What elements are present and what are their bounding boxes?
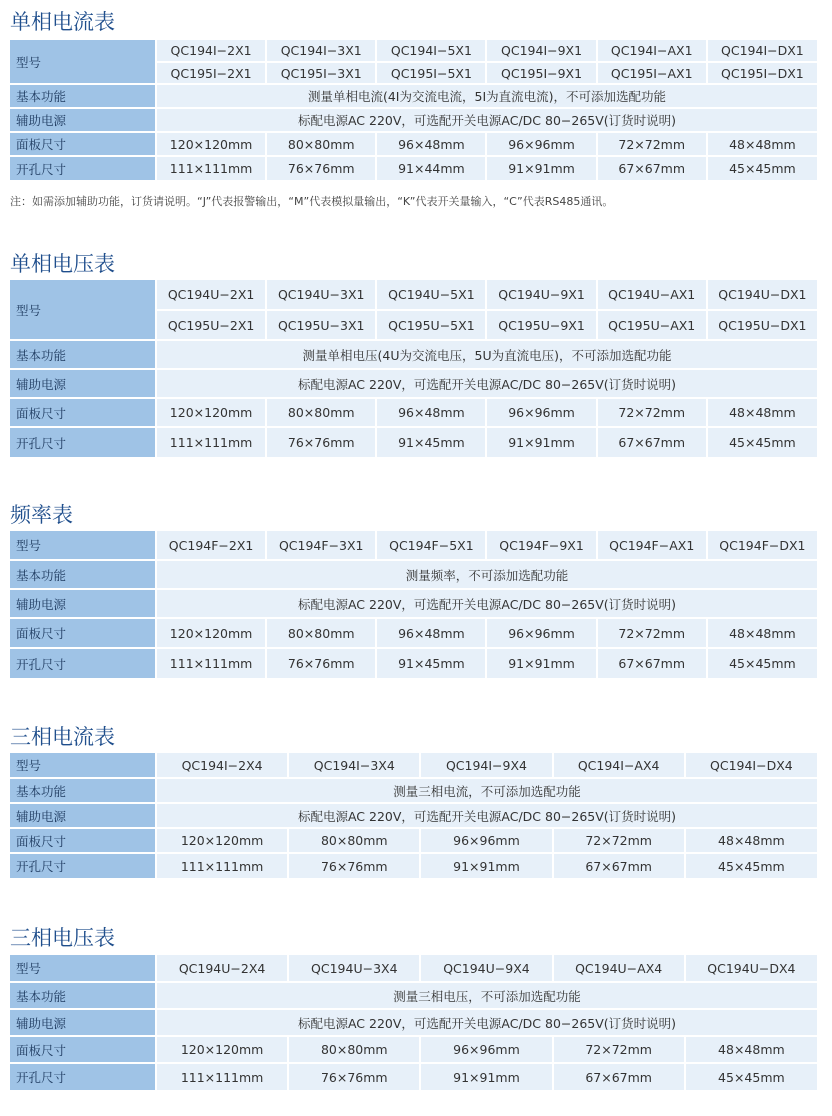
panel-size-cell: 80×80mm xyxy=(288,1036,420,1063)
cutout-size-cell: 111×111mm xyxy=(156,156,266,180)
model-cell: QC194F−5X1 xyxy=(376,531,486,560)
spec-table-three-phase-voltage xyxy=(10,955,817,1090)
function-text: 测量三相电压，不可添加选配功能 xyxy=(156,982,817,1009)
model-cell: QC194U−AX4 xyxy=(553,955,685,982)
model-cell: QC194U−DX4 xyxy=(685,955,817,982)
section-title: 单相电流表 xyxy=(10,10,115,34)
panel-size-cell: 80×80mm xyxy=(266,618,376,648)
model-cell: QC194I−AX4 xyxy=(553,753,685,778)
row-label: 面板尺寸 xyxy=(10,132,156,156)
panel-size-cell: 96×96mm xyxy=(486,132,596,156)
row-label: 辅助电源 xyxy=(10,369,156,398)
row-label: 型号 xyxy=(10,531,156,560)
model-cell: QC195I−9X1 xyxy=(486,62,596,84)
model-cell: QC194U−2X4 xyxy=(156,955,288,982)
model-cell: QC195U−9X1 xyxy=(486,310,596,340)
cutout-size-cell: 76×76mm xyxy=(288,853,420,878)
panel-size-cell: 48×48mm xyxy=(685,828,817,853)
spec-table-single-phase-voltage xyxy=(10,280,817,457)
row-label: 型号 xyxy=(10,280,156,340)
panel-size-cell: 80×80mm xyxy=(288,828,420,853)
row-label: 型号 xyxy=(10,955,156,982)
power-text: 标配电源AC 220V，可选配开关电源AC/DC 80−265V(订货时说明) xyxy=(156,1009,817,1036)
cutout-size-cell: 91×45mm xyxy=(376,427,486,457)
panel-size-cell: 48×48mm xyxy=(707,618,817,648)
cutout-size-cell: 76×76mm xyxy=(288,1063,420,1090)
panel-size-cell: 72×72mm xyxy=(553,1036,685,1063)
cutout-size-cell: 111×111mm xyxy=(156,853,288,878)
model-cell: QC194U−3X4 xyxy=(288,955,420,982)
model-cell: QC194I−DX4 xyxy=(685,753,817,778)
power-text: 标配电源AC 220V，可选配开关电源AC/DC 80−265V(订货时说明) xyxy=(156,369,817,398)
cutout-size-cell: 45×45mm xyxy=(707,156,817,180)
row-label: 面板尺寸 xyxy=(10,398,156,427)
row-label: 辅助电源 xyxy=(10,589,156,618)
cutout-size-cell: 111×111mm xyxy=(156,427,266,457)
row-label: 面板尺寸 xyxy=(10,618,156,648)
model-cell: QC194I−DX1 xyxy=(707,40,817,62)
panel-size-cell: 96×96mm xyxy=(420,1036,552,1063)
model-cell: QC194F−2X1 xyxy=(156,531,266,560)
section-title: 三相电压表 xyxy=(10,926,115,950)
model-cell: QC194F−3X1 xyxy=(266,531,376,560)
model-cell: QC194U−9X4 xyxy=(420,955,552,982)
power-text: 标配电源AC 220V，可选配开关电源AC/DC 80−265V(订货时说明) xyxy=(156,589,817,618)
model-cell: QC194U−3X1 xyxy=(266,280,376,310)
cutout-size-cell: 111×111mm xyxy=(156,648,266,678)
spec-table-single-phase-current xyxy=(10,40,817,180)
panel-size-cell: 96×48mm xyxy=(376,618,486,648)
row-label: 基本功能 xyxy=(10,778,156,803)
row-label: 基本功能 xyxy=(10,340,156,369)
cutout-size-cell: 45×45mm xyxy=(707,648,817,678)
spec-table-frequency xyxy=(10,531,817,678)
model-cell: QC194U−AX1 xyxy=(597,280,707,310)
row-label: 开孔尺寸 xyxy=(10,853,156,878)
model-cell: QC194I−9X1 xyxy=(486,40,596,62)
model-cell: QC195U−5X1 xyxy=(376,310,486,340)
cutout-size-cell: 91×91mm xyxy=(486,427,596,457)
model-cell: QC194I−3X4 xyxy=(288,753,420,778)
cutout-size-cell: 91×91mm xyxy=(420,1063,552,1090)
panel-size-cell: 96×96mm xyxy=(420,828,552,853)
power-text: 标配电源AC 220V，可选配开关电源AC/DC 80−265V(订货时说明) xyxy=(156,803,817,828)
row-label: 基本功能 xyxy=(10,84,156,108)
model-cell: QC195I−5X1 xyxy=(376,62,486,84)
row-label: 面板尺寸 xyxy=(10,828,156,853)
model-cell: QC194U−DX1 xyxy=(707,280,817,310)
cutout-size-cell: 45×45mm xyxy=(685,1063,817,1090)
panel-size-cell: 96×48mm xyxy=(376,398,486,427)
panel-size-cell: 120×120mm xyxy=(156,398,266,427)
function-text: 测量频率，不可添加选配功能 xyxy=(156,560,817,589)
function-text: 测量单相电流(4I为交流电流，5I为直流电流)，不可添加选配功能 xyxy=(156,84,817,108)
model-cell: QC194F−9X1 xyxy=(486,531,596,560)
panel-size-cell: 72×72mm xyxy=(553,828,685,853)
model-cell: QC194I−2X1 xyxy=(156,40,266,62)
power-text: 标配电源AC 220V，可选配开关电源AC/DC 80−265V(订货时说明) xyxy=(156,108,817,132)
row-label: 开孔尺寸 xyxy=(10,648,156,678)
row-label: 开孔尺寸 xyxy=(10,1063,156,1090)
section-title: 频率表 xyxy=(10,503,73,527)
model-cell: QC194I−2X4 xyxy=(156,753,288,778)
cutout-size-cell: 67×67mm xyxy=(597,648,707,678)
panel-size-cell: 48×48mm xyxy=(707,398,817,427)
cutout-size-cell: 111×111mm xyxy=(156,1063,288,1090)
panel-size-cell: 72×72mm xyxy=(597,132,707,156)
model-cell: QC195U−AX1 xyxy=(597,310,707,340)
cutout-size-cell: 45×45mm xyxy=(707,427,817,457)
model-cell: QC195I−2X1 xyxy=(156,62,266,84)
cutout-size-cell: 91×44mm xyxy=(376,156,486,180)
panel-size-cell: 120×120mm xyxy=(156,618,266,648)
row-label: 型号 xyxy=(10,753,156,778)
row-label: 辅助电源 xyxy=(10,803,156,828)
panel-size-cell: 72×72mm xyxy=(597,398,707,427)
row-label: 型号 xyxy=(10,40,156,84)
model-cell: QC195I−DX1 xyxy=(707,62,817,84)
model-cell: QC194I−3X1 xyxy=(266,40,376,62)
model-cell: QC194F−DX1 xyxy=(707,531,817,560)
cutout-size-cell: 91×91mm xyxy=(420,853,552,878)
cutout-size-cell: 76×76mm xyxy=(266,648,376,678)
model-cell: QC195I−AX1 xyxy=(597,62,707,84)
panel-size-cell: 72×72mm xyxy=(597,618,707,648)
row-label: 基本功能 xyxy=(10,560,156,589)
model-cell: QC195U−3X1 xyxy=(266,310,376,340)
panel-size-cell: 96×96mm xyxy=(486,398,596,427)
model-cell: QC195I−3X1 xyxy=(266,62,376,84)
row-label: 辅助电源 xyxy=(10,1009,156,1036)
cutout-size-cell: 91×91mm xyxy=(486,648,596,678)
cutout-size-cell: 91×45mm xyxy=(376,648,486,678)
panel-size-cell: 120×120mm xyxy=(156,1036,288,1063)
model-cell: QC195U−DX1 xyxy=(707,310,817,340)
panel-size-cell: 48×48mm xyxy=(707,132,817,156)
cutout-size-cell: 67×67mm xyxy=(553,853,685,878)
panel-size-cell: 80×80mm xyxy=(266,398,376,427)
function-text: 测量三相电流，不可添加选配功能 xyxy=(156,778,817,803)
row-label: 辅助电源 xyxy=(10,108,156,132)
panel-size-cell: 120×120mm xyxy=(156,828,288,853)
cutout-size-cell: 67×67mm xyxy=(553,1063,685,1090)
cutout-size-cell: 67×67mm xyxy=(597,427,707,457)
row-label: 开孔尺寸 xyxy=(10,427,156,457)
row-label: 开孔尺寸 xyxy=(10,156,156,180)
cutout-size-cell: 45×45mm xyxy=(685,853,817,878)
cutout-size-cell: 76×76mm xyxy=(266,156,376,180)
model-cell: QC195U−2X1 xyxy=(156,310,266,340)
row-label: 面板尺寸 xyxy=(10,1036,156,1063)
model-cell: QC194I−AX1 xyxy=(597,40,707,62)
cutout-size-cell: 76×76mm xyxy=(266,427,376,457)
model-cell: QC194F−AX1 xyxy=(597,531,707,560)
order-note: 注：如需添加辅助功能，订货请说明。“J”代表报警输出，“M”代表模拟量输出，“K”代表开关量输入，“C”代表RS485通讯。 xyxy=(10,195,614,208)
spec-table-three-phase-current xyxy=(10,753,817,878)
model-cell: QC194I−5X1 xyxy=(376,40,486,62)
section-title: 三相电流表 xyxy=(10,725,115,749)
row-label: 基本功能 xyxy=(10,982,156,1009)
panel-size-cell: 48×48mm xyxy=(685,1036,817,1063)
model-cell: QC194U−2X1 xyxy=(156,280,266,310)
section-title: 单相电压表 xyxy=(10,252,115,276)
panel-size-cell: 96×48mm xyxy=(376,132,486,156)
model-cell: QC194U−5X1 xyxy=(376,280,486,310)
panel-size-cell: 80×80mm xyxy=(266,132,376,156)
cutout-size-cell: 91×91mm xyxy=(486,156,596,180)
cutout-size-cell: 67×67mm xyxy=(597,156,707,180)
function-text: 测量单相电压(4U为交流电压，5U为直流电压)，不可添加选配功能 xyxy=(156,340,817,369)
panel-size-cell: 120×120mm xyxy=(156,132,266,156)
model-cell: QC194U−9X1 xyxy=(486,280,596,310)
panel-size-cell: 96×96mm xyxy=(486,618,596,648)
model-cell: QC194I−9X4 xyxy=(420,753,552,778)
